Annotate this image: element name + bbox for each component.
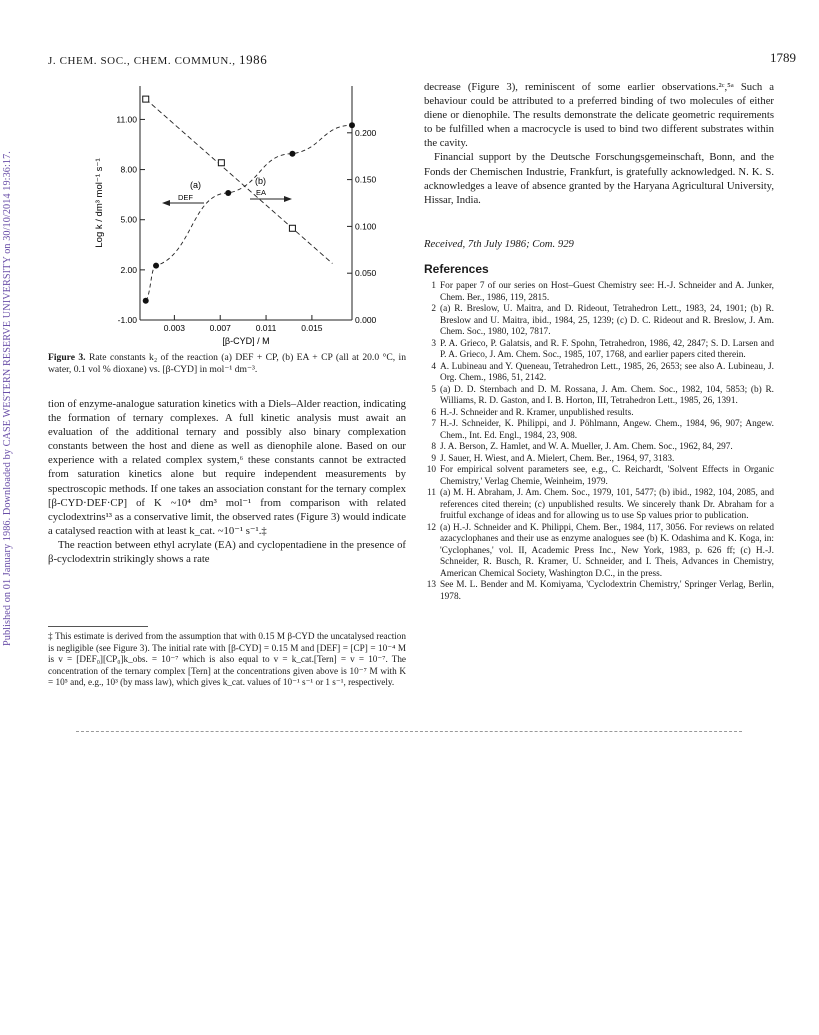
left-tick-label: 2.00	[120, 264, 137, 275]
right-tick-label: 0.150	[355, 174, 377, 185]
x-tick-label: 0.003	[163, 323, 186, 333]
reference-text: (a) R. Breslow, U. Maitra, and D. Rideout, Tetrahedron Lett., 1983, 24, 1901; (b) R. Breslow and U. Maitra, ibid., 1984, 25, 1239; (c) D. C. Rideout and R. Breslow, J. Am. Chem. Soc., 1980, 102, 7817.	[440, 304, 774, 337]
reference-number: 1	[431, 281, 436, 291]
received-date: Received, 7th July 1986; Com. 929	[424, 238, 574, 250]
references-heading: References	[424, 262, 489, 276]
reference-item	[424, 465, 774, 488]
caption-label: Figure 3.	[48, 352, 86, 363]
ea-data-point	[218, 160, 224, 166]
reference-item	[424, 419, 774, 442]
page-number: 1789	[770, 50, 796, 65]
reference-number: 5	[431, 384, 436, 395]
references-list	[424, 281, 774, 603]
reference-number: 10	[426, 465, 436, 475]
left-tick-label: 8.00	[120, 164, 137, 175]
def-data-point	[289, 151, 295, 157]
reference-text: A. Lubineau and Y. Queneau, Tetrahedron Lett., 1985, 26, 2653; see also A. Lubineau, J. Org. Chem., 1986, 51, 2142.	[440, 361, 774, 383]
annotation-a: (a)	[190, 180, 201, 190]
footnote: ‡ This estimate is derived from the assumption that with 0.15 M β-CYD the uncatalysed reaction is negligible (see Figure 3). The initial rate with [β-CYD] = 0.15 M and [DEF] = [CP] = 10⁻⁴ M is v = [DEF₀][CP₀]k_obs. = 10⁻⁷ which is also equal to v = k_cat.[Tern] = v = 10⁻⁷. The concentration of the ternary complex [Tern] at the concentrations given above is 10⁻⁷ M with K = 10⁵ and, e.g., 10³ (by mass law), which gives k_cat. values of 10⁻¹ s⁻¹ or 1 s⁻¹, respectively.	[48, 631, 406, 688]
reference-number: 9	[431, 453, 436, 464]
reference-number: 3	[431, 338, 436, 349]
download-watermark	[2, 126, 16, 646]
reference-item	[424, 281, 774, 304]
right-column-body	[424, 80, 774, 207]
figure-3	[82, 76, 404, 348]
def-data-point	[349, 122, 355, 128]
reference-text: H.-J. Schneider and R. Kramer, unpublished results.	[440, 407, 634, 418]
def-data-point	[153, 263, 159, 269]
reference-item	[424, 488, 774, 523]
reference-number: 7	[431, 419, 436, 429]
right-tick-label: 0.000	[355, 315, 377, 325]
journal-name: J. CHEM. SOC., CHEM. COMMUN.,	[48, 55, 236, 67]
annotation-def: DEF	[178, 193, 193, 202]
figure-caption	[48, 352, 406, 376]
ea-arrow-head	[284, 196, 292, 202]
reference-text: P. A. Grieco, P. Galatsis, and R. F. Spohn, Tetrahedron, 1986, 42, 2847; S. D. Larsen and P. A. Grieco, J. Am. Chem. Soc., 1985, 107, 1768, and earlier papers cited therein.	[440, 338, 774, 360]
reference-item	[424, 385, 774, 408]
annotation-b: (b)	[255, 176, 266, 186]
x-tick-label: 0.011	[255, 323, 277, 333]
page-bottom-rule	[76, 731, 742, 732]
right-tick-label: 0.100	[355, 221, 377, 232]
x-tick-label: 0.007	[209, 323, 231, 333]
reference-item	[424, 454, 774, 466]
reference-text: (a) H.-J. Schneider and K. Philippi, Chem. Ber., 1984, 117, 3056. For reviews on related azacyclophanes and their use as enzyme analogues see (b) K. Odashima and K. Koga, in: 'Cyclophanes,' vol. II, Academic Press Inc., New York, 1983, p. 626 ff; (c) H.-J. Schneider, R. Busch, R. Kramer, U. Schneider, and I. Theis, Advances in Chemistry, American Chemical Society, Washington D.C., in the press.	[440, 522, 774, 579]
reference-text: (a) D. D. Sternbach and D. M. Rossana, J. Am. Chem. Soc., 1982, 104, 5853; (b) R. Williams, R. D. Gaston, and I. B. Horton, III, Tetrahedron Lett., 1985, 26, 1391.	[440, 384, 774, 406]
def-arrow-head	[162, 200, 170, 206]
caption-text: Rate constants k₂ of the reaction (a) DEF + CP, (b) EA + CP (all at 20.0 °C, in water, 0.1 vol % dioxane) vs. [β-CYD] in mol⁻¹ dm⁻³.	[48, 352, 406, 375]
reference-item	[424, 339, 774, 362]
reference-number: 12	[426, 522, 436, 533]
reference-text: J. A. Berson, Z. Hamlet, and W. A. Mueller, J. Am. Chem. Soc., 1962, 84, 297.	[440, 442, 733, 452]
reference-number: 8	[431, 442, 436, 452]
y-axis-label: Log k / dm³ mol⁻¹ s⁻¹	[94, 158, 105, 248]
reference-text: For paper 7 of our series on Host–Guest Chemistry see: H.-J. Schneider and A. Junker, Chem. Ber., 1986, 119, 2815.	[440, 281, 774, 303]
left-tick-label: 5.00	[120, 214, 137, 225]
ea-series-line	[146, 99, 333, 263]
rate-constant-chart	[82, 76, 404, 348]
x-axis-label: [β-CYD] / M	[222, 336, 270, 346]
reference-number: 4	[431, 361, 436, 372]
reference-item	[424, 362, 774, 385]
ea-data-point	[143, 96, 149, 102]
annotation-ea: EA	[256, 188, 267, 197]
reference-text: (a) M. H. Abraham, J. Am. Chem. Soc., 1979, 101, 5477; (b) ibid., 1982, 104, 2085, and references cited therein; (c) unpublished results. We sincerely thank Dr. Abraham for a fruitful exchange of ideas and for allowing us to use Sp values prior to publication.	[440, 488, 774, 521]
left-paragraph-2: The reaction between ethyl acrylate (EA) and cyclopentadiene in the presence of β-cyclodextrin strikingly shows a rate	[48, 538, 406, 566]
reference-number: 6	[431, 407, 436, 418]
left-tick-label: 11.00	[116, 114, 137, 125]
reference-text: See M. L. Bender and M. Komiyama, 'Cyclodextrin Chemistry,' Springer Verlag, Berlin, 1978.	[440, 580, 774, 602]
left-column-body	[48, 397, 406, 566]
reference-number: 13	[426, 580, 436, 590]
right-paragraph-1: decrease (Figure 3), reminiscent of some earlier observations.²ᶜ,⁵ᵃ Such a behaviour could be attributed to a preferred binding of two molecules of either diene or dienophile. The results demonstrate the delicate geometric requirements to be fulfilled when a macrocycle is used to bind two different substrates within the cavity.	[424, 81, 774, 150]
reference-item	[424, 523, 774, 581]
right-tick-label: 0.200	[355, 127, 377, 138]
x-tick-label: 0.015	[301, 323, 323, 333]
reference-number: 11	[427, 488, 436, 498]
left-tick-label: -1.00	[117, 315, 137, 325]
left-paragraph-1: tion of enzyme-analogue saturation kinetics with a Diels–Alder reaction, indicating the formation of ternary complexes. A full kinetic analysis must await an evaluation of the additional ternary and possibly also binary complexation constants between the host and diene as well as dienophile alone. Based on our experience with a related complex system,⁶ these constants cannot be extracted from saturation kinetics alone but require independent measurements by spectroscopic methods. If one takes an association constant for the ternary complex [β-CYD·DEF·CP] of K ~10⁴ dm³ mol⁻¹ from comparison with related cyclodextrins¹³ as a conservative limit, the observed rates (Figure 3) would indicate a catalysed reaction with at least k_cat. ~10⁻¹ s⁻¹.‡	[48, 398, 406, 537]
journal-year: 1986	[238, 52, 268, 67]
running-header	[48, 52, 267, 68]
watermark-text: Published on 01 January 1986. Downloaded by CASE WESTERN RESERVE UNIVERSITY on 30/10/2014 19:36:17.	[2, 151, 13, 646]
right-tick-label: 0.050	[355, 268, 377, 279]
reference-text: For empirical solvent parameters see, e.g., C. Reichardt, 'Solvent Effects in Organic Chemistry,' Verlag Chemie, Weinheim, 1979.	[440, 465, 774, 487]
reference-text: H.-J. Schneider, K. Philippi, and J. Pöhlmann, Angew. Chem., 1984, 96, 907; Angew. Chem., Int. Ed. Engl., 1984, 23, 908.	[440, 419, 774, 441]
reference-item	[424, 304, 774, 339]
footnote-rule	[48, 626, 148, 627]
def-data-point	[143, 298, 149, 304]
reference-text: J. Sauer, H. Wiest, and A. Mielert, Chem. Ber., 1964, 97, 3183.	[440, 453, 675, 464]
right-paragraph-2: Financial support by the Deutsche Forschungsgemeinschaft, Bonn, and the Fonds der Chemischen Industrie, Frankfurt, is gratefully acknowledged. N. K. S. acknowledges a leave of absence granted by the Haryana Agricultural University, Hissar, India.	[424, 151, 774, 206]
reference-item	[424, 408, 774, 420]
ea-data-point	[289, 225, 295, 231]
reference-item	[424, 442, 774, 454]
reference-item	[424, 580, 774, 603]
def-data-point	[225, 190, 231, 196]
reference-number: 2	[431, 304, 436, 314]
def-series-line	[146, 125, 352, 301]
